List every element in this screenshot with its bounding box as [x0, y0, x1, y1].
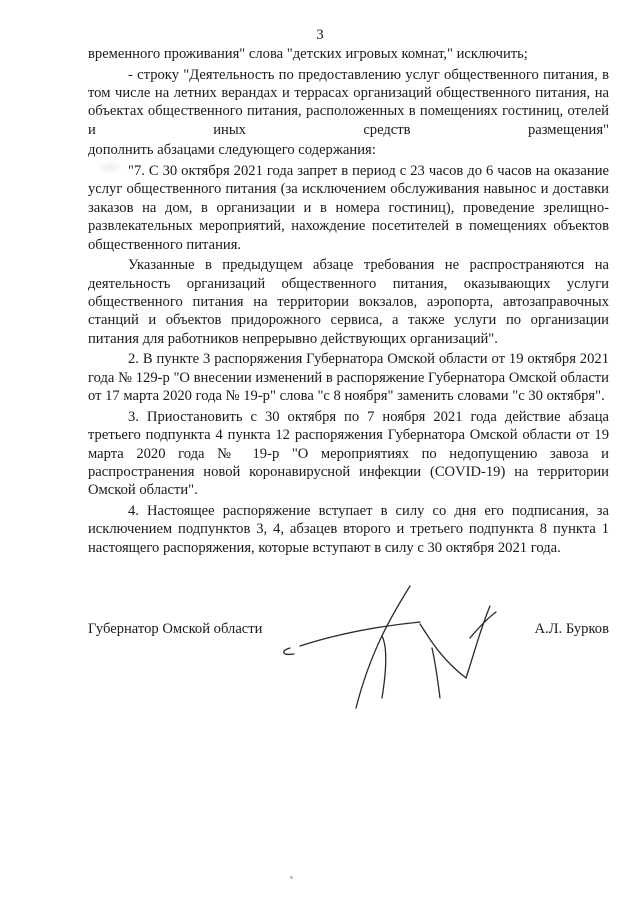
handwritten-signature	[270, 578, 510, 718]
paragraph-point-4: 4. Настоящее распоряжение вступает в силу со дня его подписания, за исключением подпунктов 3, 4, абзацев второго и третьего подпункта 8 пункта 1 настоящего распоряжения, которые вступают в силу с 30 октября 2021 года.	[88, 503, 609, 556]
paragraph-exceptions: Указанные в предыдущем абзаце требования не распространяются на деятельность организаций общественного питания, оказывающих услуги общественного питания на территории вокзалов, аэропорта, автозаправочных станций и объектов придорожного сервиса, а также услуги по организации питания для работников непрерывно действующих организаций".	[88, 257, 609, 347]
paragraph-supplement-intro: дополнить абзацами следующего содержания:	[88, 142, 376, 159]
paragraph-line-item: - строку "Деятельность по предоставлению услуг общественного питания, в том числе на летних верандах и террасах организаций общественного питания, на объектах общественного питания, расположенных в помещениях гостиниц, отелей и иных средств размещения"	[88, 66, 609, 138]
paragraph-point-2: 2. В пункте 3 распоряжения Губернатора Омской области от 19 октября 2021 года № 129-р "О внесении изменений в распоряжение Губернатора Омской области от 17 марта 2020 года № 19-р" слова "с 8 ноября" заменить словами "с 30 октября".	[88, 351, 609, 405]
signer-title: Губернатор Омской области	[88, 621, 263, 637]
page-number: 3	[316, 27, 324, 43]
paragraph-continuation: временного проживания" слова "детских игровых комнат," исключить;	[88, 46, 528, 62]
paragraph-point-3: 3. Приостановить с 30 октября по 7 ноября 2021 года действие абзаца третьего подпункта 4 пункта 12 распоряжения Губернатора Омской области от 19 марта 2020 года № 19-р "О мероприятиях по недопущению завоза и распространения новой коронавирусной инфекции (COVID-19) на территории Омской области".	[88, 408, 609, 499]
scan-dot	[290, 876, 293, 879]
signer-name: А.Л. Бурков	[534, 621, 609, 637]
document-body	[88, 45, 609, 559]
paragraph-item-7: "7. С 30 октября 2021 года запрет в период с 23 часов до 6 часов на оказание услуг общественного питания (за исключением обслуживания навынос и доставки заказов на дом, в организации и в номера гостиниц), проведение зрелищно-развлекательных мероприятий, нахождение посетителей в помещениях объектов общественного питания.	[88, 163, 609, 253]
